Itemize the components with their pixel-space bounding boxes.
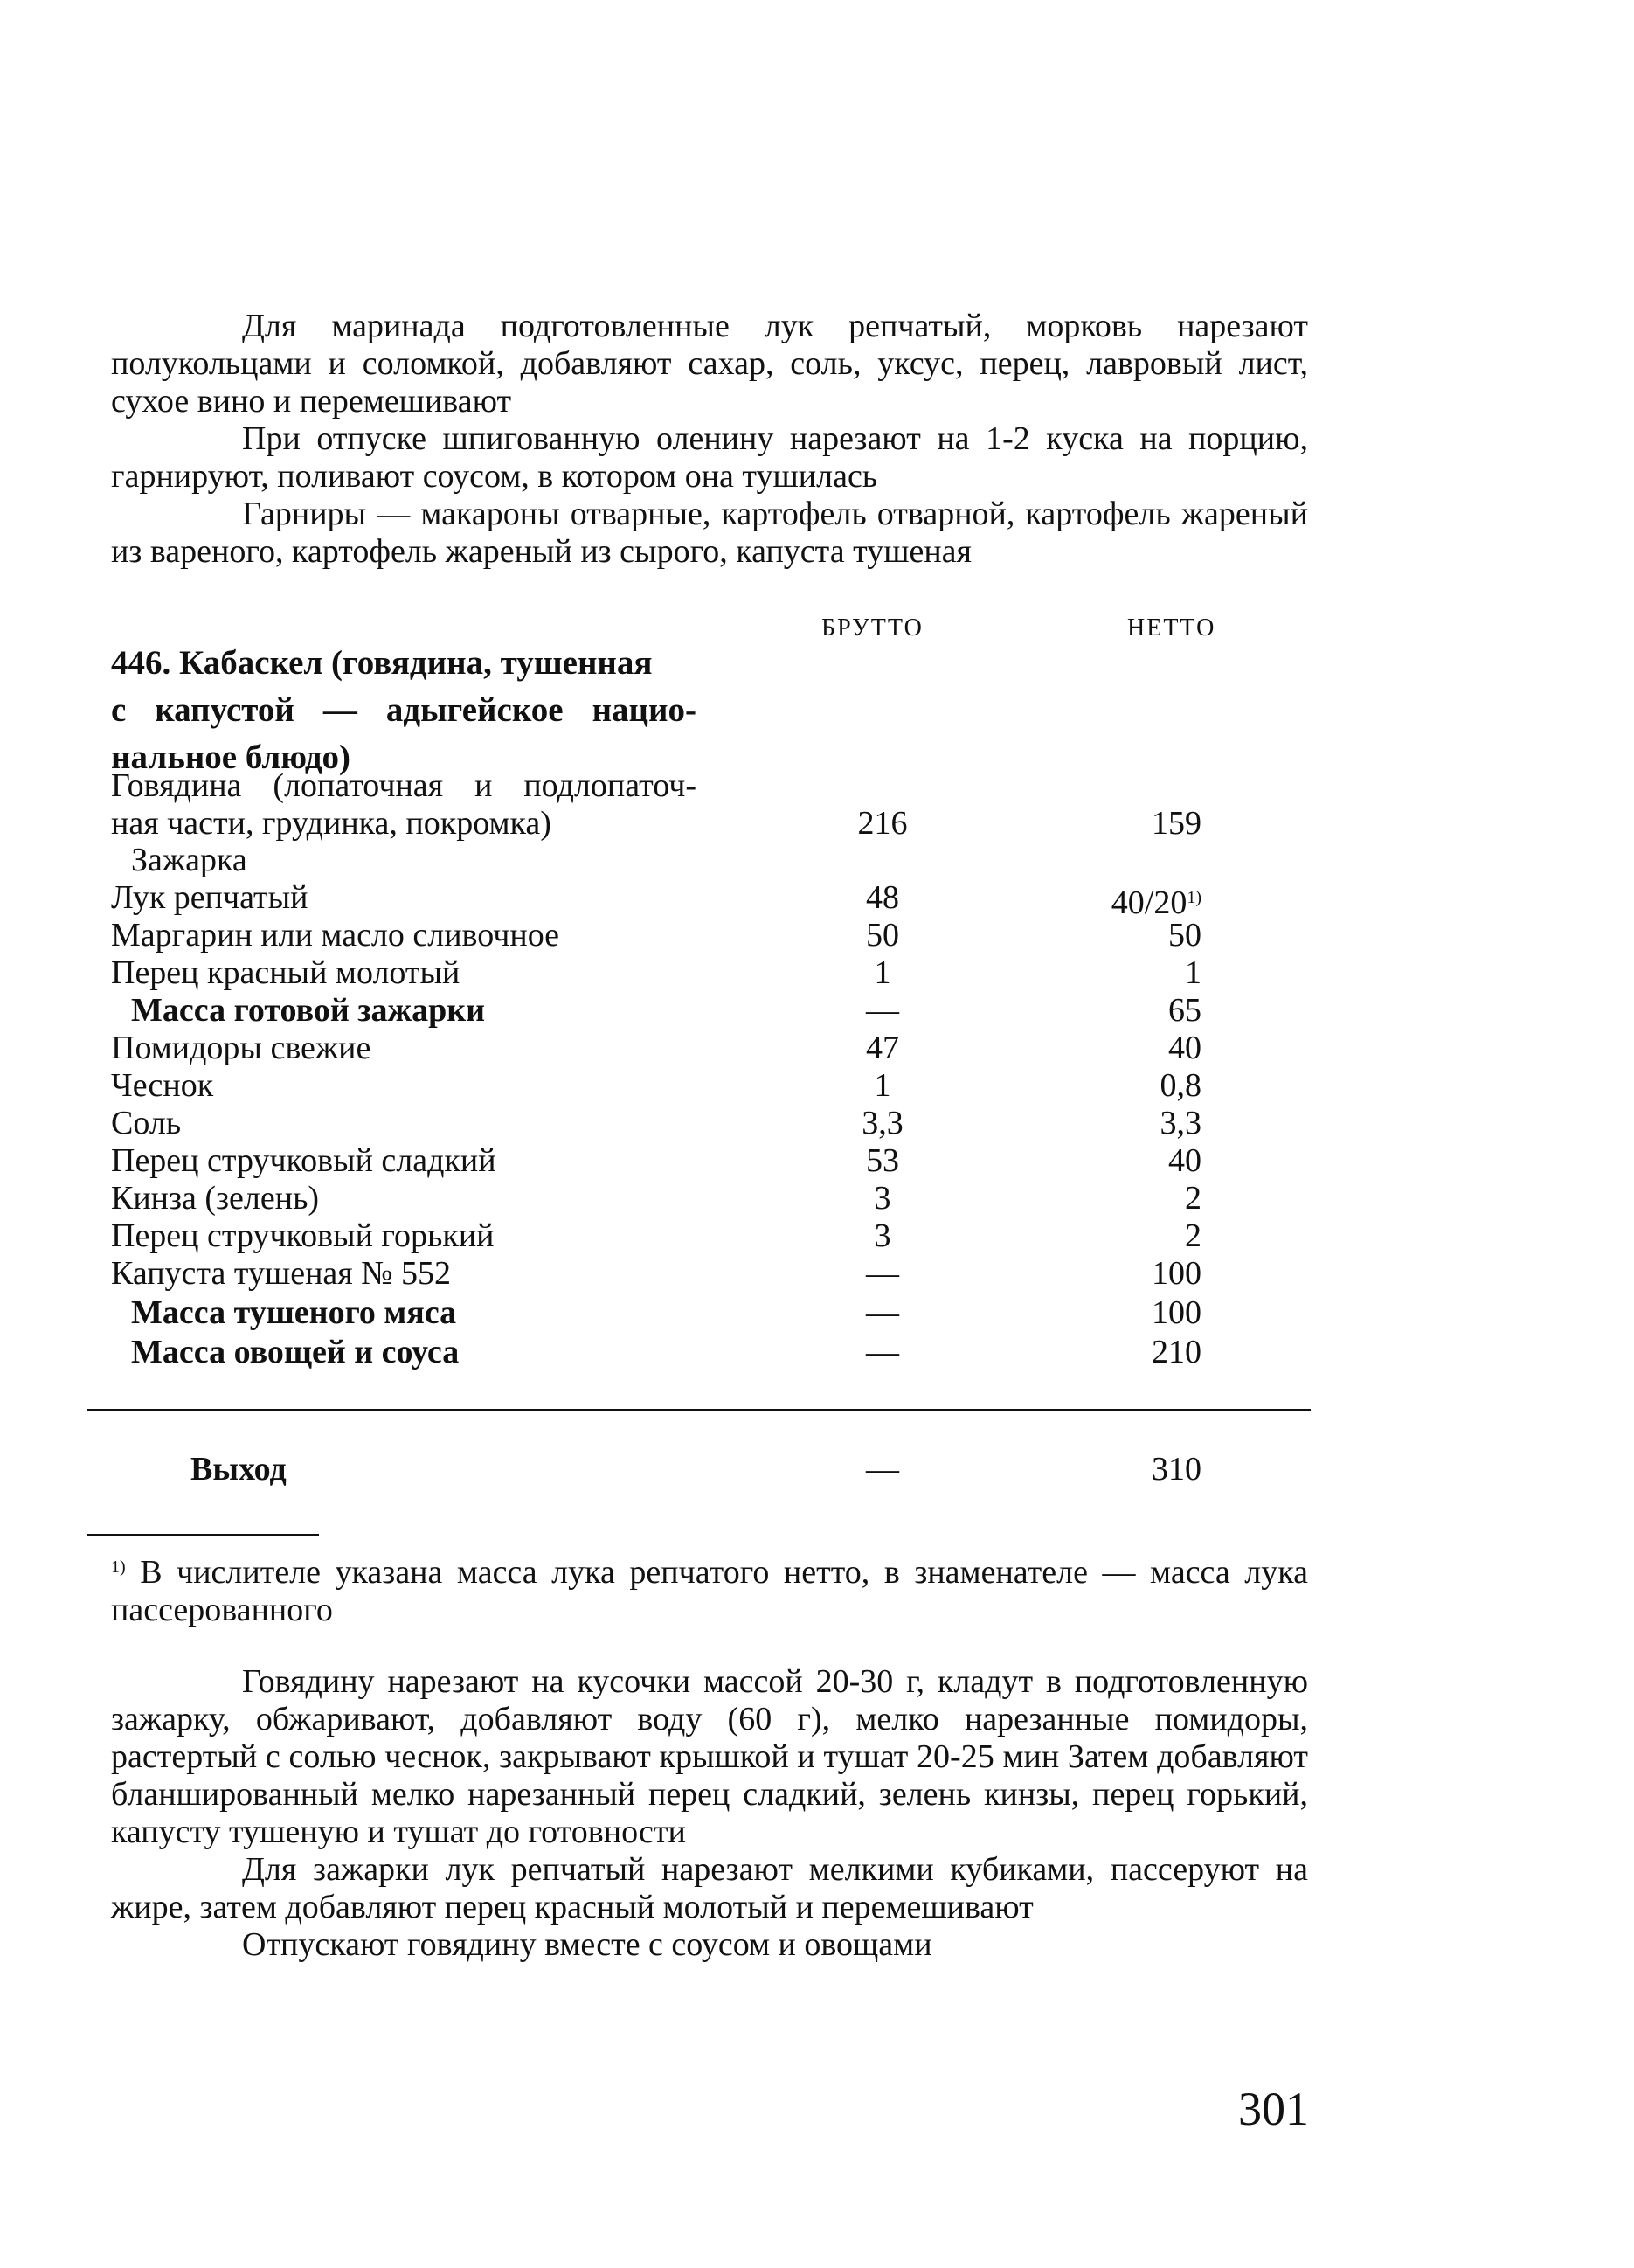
table-row bbox=[0, 804, 1634, 843]
brutto-value: 3 bbox=[874, 1180, 891, 1217]
footnote-mark: 1) bbox=[111, 1557, 126, 1577]
intro-paragraph: Для маринада подготовленные лук репчатый, морковь нарезают полукольцами и соломкой, добавляют сахар, соль, уксус, перец, лавровый лист, сухое вино и перемешивают bbox=[111, 308, 1308, 420]
brutto-value: — bbox=[866, 1294, 899, 1331]
table-row bbox=[0, 1217, 1634, 1255]
table-row bbox=[0, 1179, 1634, 1217]
ingredient-name: Зажарка bbox=[131, 842, 247, 878]
table-row bbox=[0, 1333, 1634, 1371]
brutto-value: 47 bbox=[866, 1030, 899, 1066]
brutto-value: 50 bbox=[866, 917, 899, 954]
netto-value: 100 bbox=[1152, 1294, 1201, 1331]
brutto-value: — bbox=[866, 992, 899, 1029]
recipe-title-line: с капустой — адыгейское нацио- bbox=[111, 691, 696, 729]
brutto-value: 3 bbox=[874, 1217, 891, 1254]
table-row bbox=[0, 766, 1634, 805]
footnote-text: В числителе указана масса лука репчатого нетто, в знаменателе — масса лука пассерованного bbox=[111, 1554, 1309, 1628]
brutto-value: 216 bbox=[857, 805, 908, 842]
footnote-marker: 1) bbox=[1187, 888, 1201, 907]
brutto-value: 3,3 bbox=[862, 1105, 904, 1141]
netto-value: 2 bbox=[1185, 1180, 1201, 1217]
netto-value: 0,8 bbox=[1160, 1067, 1201, 1104]
ingredient-name: Кинза (зелень) bbox=[111, 1180, 320, 1217]
subtotal-name: Масса тушеного мяса bbox=[131, 1294, 457, 1331]
yield-row bbox=[0, 1450, 1634, 1488]
netto-value: 2 bbox=[1185, 1217, 1201, 1254]
footnote-separator bbox=[87, 1534, 319, 1536]
ingredient-name: Маргарин или масло сливочное bbox=[111, 917, 560, 954]
page-number: 301 bbox=[1238, 2083, 1309, 2135]
column-header-netto: НЕТТО bbox=[1127, 614, 1216, 642]
netto-value: 50 bbox=[1168, 917, 1201, 954]
method-paragraph: Отпускают говядину вместе с соусом и овощами bbox=[242, 1926, 932, 1963]
recipe-title-line: 446. Кабаскел (говядина, тушенная bbox=[111, 644, 653, 682]
netto-value: 210 bbox=[1152, 1334, 1201, 1370]
recipe-title-line: нальное блюдо) bbox=[111, 739, 351, 776]
netto-value: 1 bbox=[1185, 954, 1201, 991]
table-row bbox=[0, 841, 1634, 879]
table-row bbox=[0, 1104, 1634, 1142]
netto-value: 65 bbox=[1168, 992, 1201, 1029]
ingredient-name: Перец красный молотый bbox=[111, 954, 460, 991]
ingredient-name: Лук репчатый bbox=[111, 879, 308, 916]
table-row bbox=[0, 1029, 1634, 1067]
netto-value: 159 bbox=[1152, 805, 1201, 842]
intro-text bbox=[111, 308, 1308, 571]
brutto-value: 1 bbox=[874, 1067, 891, 1104]
brutto-value: 48 bbox=[866, 879, 899, 916]
ingredient-name: Чеснок bbox=[111, 1067, 214, 1104]
table-row bbox=[0, 1254, 1634, 1293]
intro-paragraph: Гарниры — макароны отварные, картофель отварной, картофель жареный из вареного, картофель жареный из сырого, капуста тушеная bbox=[111, 496, 1308, 570]
netto-value: 40 bbox=[1168, 1030, 1201, 1066]
method-paragraph: Для зажарки лук репчатый нарезают мелкими кубиками, пассеруют на жире, затем добавляют перец красный молотый и перемешивают bbox=[111, 1851, 1308, 1925]
netto-value: 100 bbox=[1152, 1255, 1201, 1292]
table-row bbox=[0, 1141, 1634, 1180]
yield-label: Выход bbox=[190, 1451, 287, 1488]
netto-number: 40/20 bbox=[1111, 884, 1187, 921]
method-paragraph: Говядину нарезают на кусочки массой 20-30 г, кладут в подготовленную зажарку, обжаривают, добавляют воду (60 г), мелко нарезанные помидоры, растертый с солью чеснок, закрывают крышкой и тушат 20-25 мин Затем добавляют бланшированный мелко нарезанный перец сладкий, зелень кинзы, перец горький, капусту тушеную и тушат до готовности bbox=[111, 1663, 1308, 1850]
table-row bbox=[0, 991, 1634, 1030]
netto-value: 3,3 bbox=[1160, 1105, 1201, 1141]
column-header-brutto: БРУТТО bbox=[821, 614, 924, 642]
brutto-value: — bbox=[866, 1255, 899, 1292]
brutto-value: — bbox=[866, 1451, 899, 1488]
subtotal-name: Масса готовой зажарки bbox=[131, 992, 485, 1029]
table-row bbox=[0, 1066, 1634, 1105]
netto-value: 40 bbox=[1168, 1142, 1201, 1179]
ingredient-name: Перец стручковый горький bbox=[111, 1217, 495, 1254]
table-divider bbox=[87, 1409, 1311, 1411]
ingredient-name: ная части, грудинка, покромка) bbox=[111, 805, 551, 842]
brutto-value: 1 bbox=[874, 954, 891, 991]
subtotal-name: Масса овощей и соуса bbox=[131, 1334, 460, 1370]
ingredient-name: Соль bbox=[111, 1105, 182, 1141]
table-row bbox=[0, 878, 1634, 921]
table-row bbox=[0, 954, 1634, 992]
table-row bbox=[0, 1294, 1634, 1332]
ingredient-name: Перец стручковый сладкий bbox=[111, 1142, 496, 1179]
ingredient-name: Помидоры свежие bbox=[111, 1030, 371, 1066]
footnote bbox=[111, 1549, 1308, 1629]
netto-value: 310 bbox=[1152, 1451, 1201, 1488]
recipe-title bbox=[111, 640, 696, 781]
table-row bbox=[0, 916, 1634, 954]
ingredient-name: Капуста тушеная № 552 bbox=[111, 1255, 452, 1292]
brutto-value: — bbox=[866, 1334, 899, 1370]
method-text bbox=[111, 1663, 1308, 1964]
ingredient-name: Говядина (лопаточная и подлопаточ- bbox=[111, 767, 696, 804]
brutto-value: 53 bbox=[866, 1142, 899, 1179]
intro-paragraph: При отпуске шпигованную оленину нарезают на 1-2 куска на порцию, гарнируют, поливают соусом, в котором она тушилась bbox=[111, 420, 1308, 495]
